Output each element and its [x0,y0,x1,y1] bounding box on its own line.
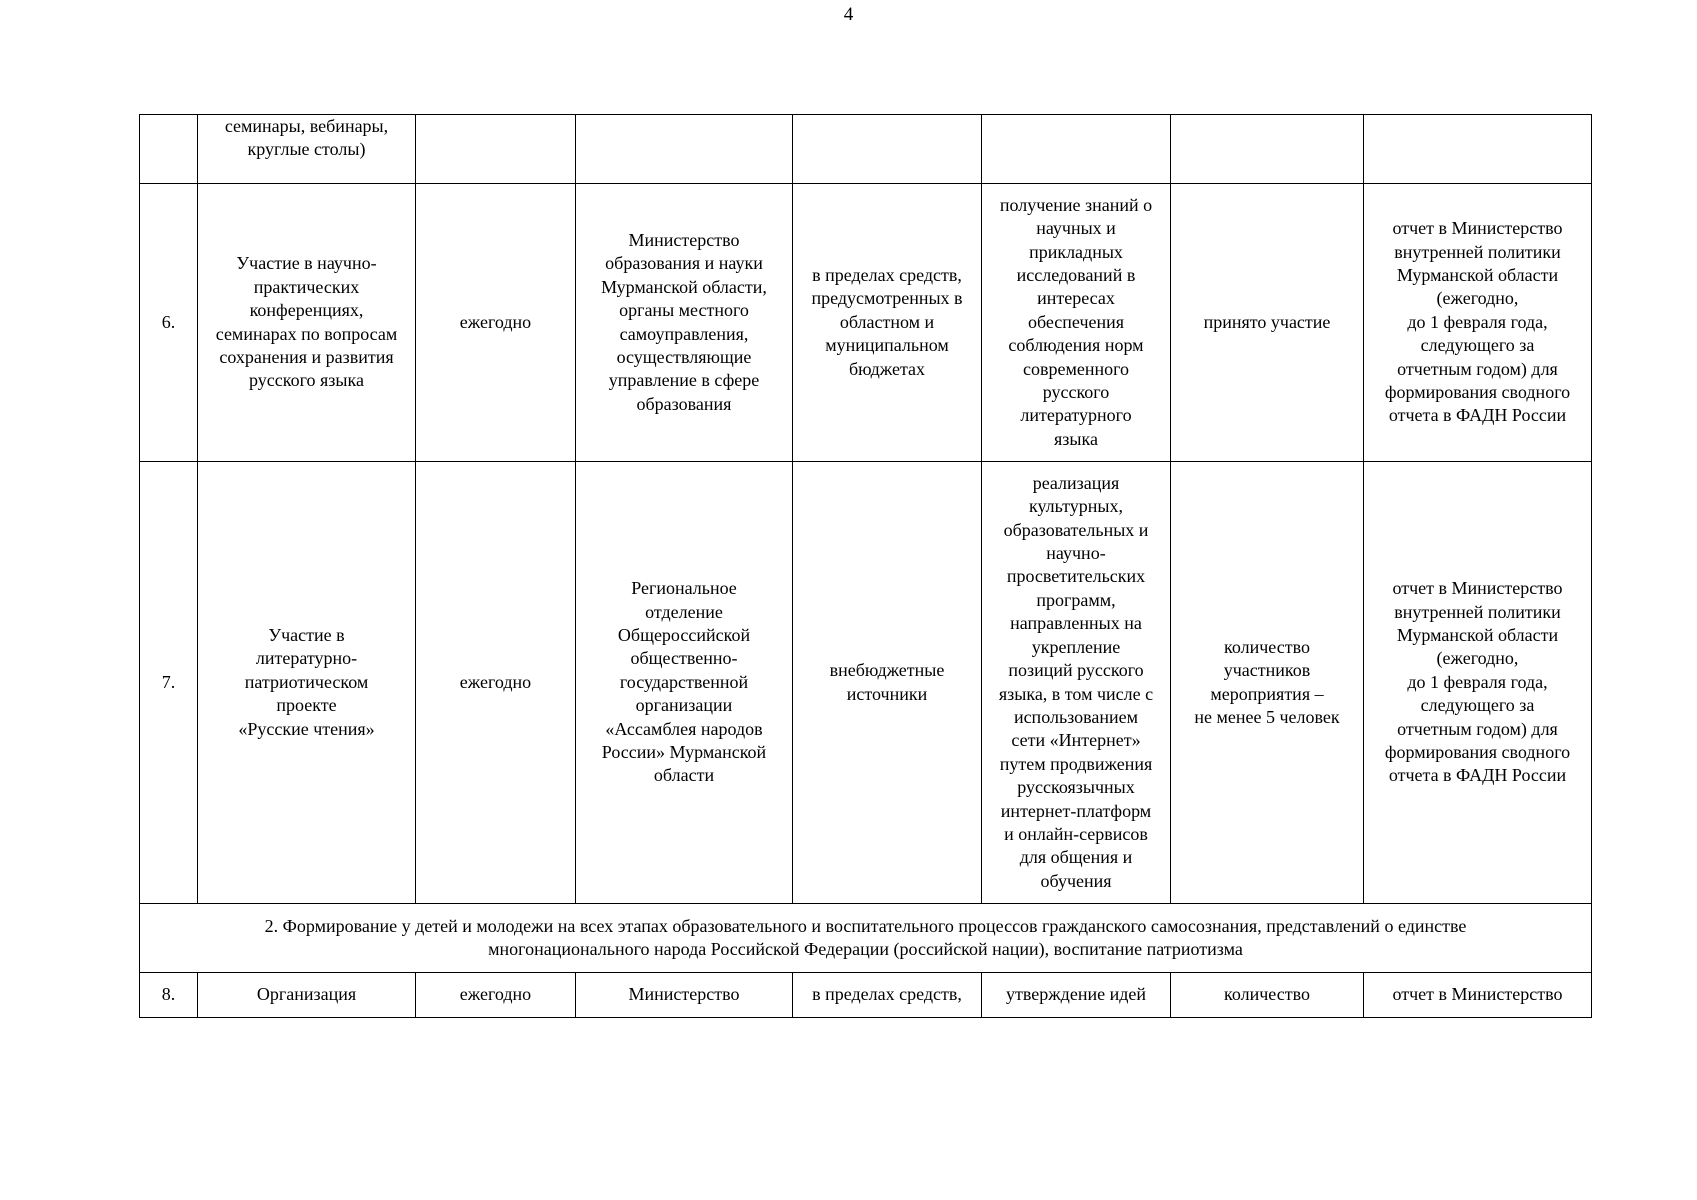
event-cell: Участие в литературно- патриотическом проекте «Русские чтения» [198,462,416,904]
expected-result-cell: реализация культурных, образовательных и научно- просветительских программ, направленных на укрепление позиций русского языка, в том числе с использованием сети «Интернет» путем продвижения русскоязычных интернет-платформ и онлайн-сервисов для общения и обучения [982,462,1171,904]
funding-cell: внебюджетные источники [793,462,982,904]
section-heading-row [140,904,1592,973]
report-cell [1364,115,1592,184]
indicator-cell: количество участников мероприятия – не менее 5 человек [1171,462,1364,904]
indicator-cell [1171,115,1364,184]
row-number-cell [140,115,198,184]
indicator-cell: принято участие [1171,184,1364,462]
funding-cell: в пределах средств, предусмотренных в областном и муниципальном бюджетах [793,184,982,462]
report-cell: отчет в Министерство внутренней политики Мурманской области (ежегодно, до 1 февраля года, следующего за отчетным годом) для формирования сводного отчета в ФАДН России [1364,184,1592,462]
table-row [140,973,1592,1018]
row-number-cell: 6. [140,184,198,462]
action-plan-table [139,114,1592,1018]
row-number-cell: 8. [140,973,198,1018]
funding-cell: в пределах средств, [793,973,982,1018]
page-number: 4 [843,4,854,25]
expected-result-cell [982,115,1171,184]
table-row [140,462,1592,904]
period-cell: ежегодно [416,462,576,904]
section-heading: 2. Формирование у детей и молодежи на всех этапах образовательного и воспитательного процессов гражданского самосознания, представлений о единстве многонационального народа Российской Федерации (российской нации), воспитание патриотизма [140,904,1592,973]
period-cell: ежегодно [416,973,576,1018]
executors-cell [576,115,793,184]
funding-cell [793,115,982,184]
executors-cell: Министерство [576,973,793,1018]
table-row [140,115,1592,184]
event-cell: семинары, вебинары, круглые столы) [198,115,416,184]
expected-result-cell: утверждение идей [982,973,1171,1018]
table-row [140,184,1592,462]
event-cell: Участие в научно- практических конференциях, семинарах по вопросам сохранения и развития русского языка [198,184,416,462]
expected-result-cell: получение знаний о научных и прикладных исследований в интересах обеспечения соблюдения норм современного русского литературного языка [982,184,1171,462]
period-cell [416,115,576,184]
row-number-cell: 7. [140,462,198,904]
event-cell: Организация [198,973,416,1018]
report-cell: отчет в Министерство [1364,973,1592,1018]
executors-cell: Министерство образования и науки Мурманской области, органы местного самоуправления, осуществляющие управление в сфере образования [576,184,793,462]
period-cell: ежегодно [416,184,576,462]
indicator-cell: количество [1171,973,1364,1018]
report-cell: отчет в Министерство внутренней политики Мурманской области (ежегодно, до 1 февраля года, следующего за отчетным годом) для формирования сводного отчета в ФАДН России [1364,462,1592,904]
executors-cell: Региональное отделение Общероссийской общественно- государственной организации «Ассамблея народов России» Мурманской области [576,462,793,904]
